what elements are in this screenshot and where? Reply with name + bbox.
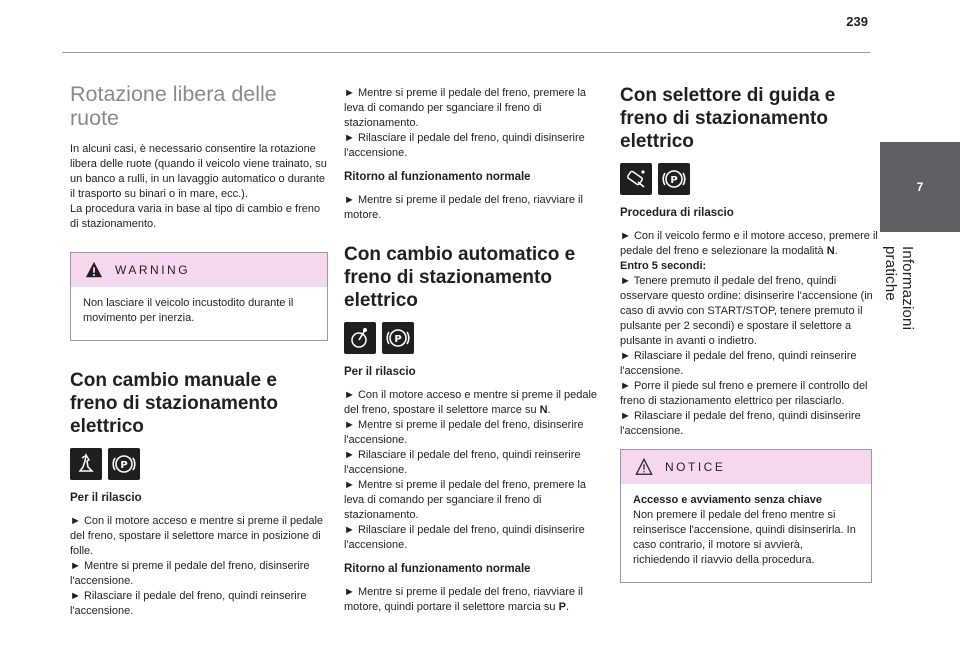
warning-header — [71, 253, 327, 287]
selector-step-label: Entro 5 secondi: — [620, 260, 707, 272]
automatic-step-3: ► Rilasciare il pedale del freno, quindi reinserire l'accensione. — [344, 449, 581, 476]
notice-header — [621, 450, 871, 484]
notice-subtitle: Accesso e avviamento senza chiave — [633, 494, 822, 506]
warning-icon — [85, 261, 103, 279]
svg-text:P: P — [670, 175, 678, 186]
svg-text:P: P — [394, 334, 402, 345]
manual-step-1: ► Con il motore acceso e mentre si preme il pedale del freno, spostare il selettore marce in posizione di folle. — [70, 515, 323, 557]
warning-title: WARNING — [115, 263, 191, 277]
intro-text: In alcuni casi, è necessario consentire la rotazione libera delle ruote (quando il veicolo viene trainato, su un banco a rulli, in un lavaggio automatico o durante il trasporto su binari o in mare, ecc.). — [70, 143, 327, 200]
intro-text-2: La procedura varia in base al tipo di cambio e freno di stazionamento. — [70, 203, 321, 230]
section-title-manual: Con cambio manuale e freno di stazionamento elettrico — [70, 370, 278, 437]
icon-row — [344, 322, 602, 354]
manual-step-3: ► Rilasciare il pedale del freno, quindi reinserire l'accensione. — [70, 590, 307, 617]
parking-brake-icon — [658, 163, 690, 195]
notice-title: NOTICE — [665, 460, 726, 474]
section-title-automatic: Con cambio automatico e freno di stazionamento elettrico — [344, 244, 576, 311]
warning-box — [70, 252, 328, 341]
normal-title-manual: Ritorno al funzionamento normale — [344, 171, 531, 183]
svg-text:P: P — [120, 460, 128, 471]
manual-step-2: ► Mentre si preme il pedale del freno, disinserire l'accensione. — [70, 560, 310, 587]
selector-step-1: ► Con il veicolo fermo e il motore acceso, premere il pedale del freno e selezionare la modalità N. — [620, 230, 878, 257]
release-title-manual: Per il rilascio — [70, 492, 142, 504]
automatic-step-1: ► Con il motore acceso e mentre si preme il pedale del freno, spostare il selettore marce su N. — [344, 389, 597, 416]
notice-text: Non premere il pedale del freno mentre si reinserisce l'accensione, quindi disinserirla. In caso contrario, il motore si avvierà, richiedendo il riavvio della procedura. — [633, 509, 856, 566]
manual-step-4: ► Mentre si preme il pedale del freno, premere la leva di comando per sganciare il freno di stazionamento. — [344, 87, 586, 129]
normal-step-automatic: ► Mentre si preme il pedale del freno, riavviare il motore, quindi portare il selettore marcia su P. — [344, 586, 583, 613]
selector-step-4: ► Porre il piede sul freno e premere il controllo del freno di stazionamento elettrico per rilasciarlo. — [620, 380, 868, 407]
manual-gear-icon — [70, 448, 102, 480]
manual-step-5: ► Rilasciare il pedale del freno, quindi disinserire l'accensione. — [344, 132, 585, 159]
automatic-step-5: ► Rilasciare il pedale del freno, quindi disinserire l'accensione. — [344, 524, 585, 551]
automatic-step-2: ► Mentre si preme il pedale del freno, disinserire l'accensione. — [344, 419, 584, 446]
icon-row — [620, 163, 878, 195]
drive-selector-icon — [620, 163, 652, 195]
selector-step-5: ► Rilasciare il pedale del freno, quindi disinserire l'accensione. — [620, 410, 861, 437]
automatic-gear-icon — [344, 322, 376, 354]
section-title-selector: Con selettore di guida e freno di stazionamento elettrico — [620, 85, 836, 152]
release-title-selector: Procedura di rilascio — [620, 207, 734, 219]
chapter-tab — [880, 142, 960, 232]
page-title: Rotazione libera delle ruote — [70, 82, 277, 130]
parking-brake-icon — [108, 448, 140, 480]
normal-step-manual: ► Mentre si preme il pedale del freno, riavviare il motore. — [344, 194, 583, 221]
top-divider — [62, 52, 870, 53]
normal-title-automatic: Ritorno al funzionamento normale — [344, 563, 531, 575]
notice-icon — [635, 458, 653, 476]
page-number: 239 — [846, 14, 868, 29]
icon-row — [70, 448, 328, 480]
automatic-step-4: ► Mentre si preme il pedale del freno, premere la leva di comando per sganciare il freno di stazionamento. — [344, 479, 586, 521]
parking-brake-icon — [382, 322, 414, 354]
chapter-number: 7 — [916, 180, 924, 194]
warning-text: Non lasciare il veicolo incustodito durante il movimento per inerzia. — [83, 297, 294, 324]
selector-step-3: ► Rilasciare il pedale del freno, quindi reinserire l'accensione. — [620, 350, 857, 377]
chapter-title: Informazioni pratiche — [882, 246, 916, 331]
selector-step-2: ► Tenere premuto il pedale del freno, quindi osservare questo ordine: disinserire l'accensione (in caso di avvio con START/STOP, tenere premuto il pulsante per 2 secondi) e spostare il selettore a pulsante in avanti o indietro. — [620, 275, 873, 347]
column-1 — [70, 82, 328, 629]
column-3 — [620, 84, 878, 603]
notice-box — [620, 449, 872, 583]
column-2 — [344, 86, 602, 625]
release-title-automatic: Per il rilascio — [344, 366, 416, 378]
